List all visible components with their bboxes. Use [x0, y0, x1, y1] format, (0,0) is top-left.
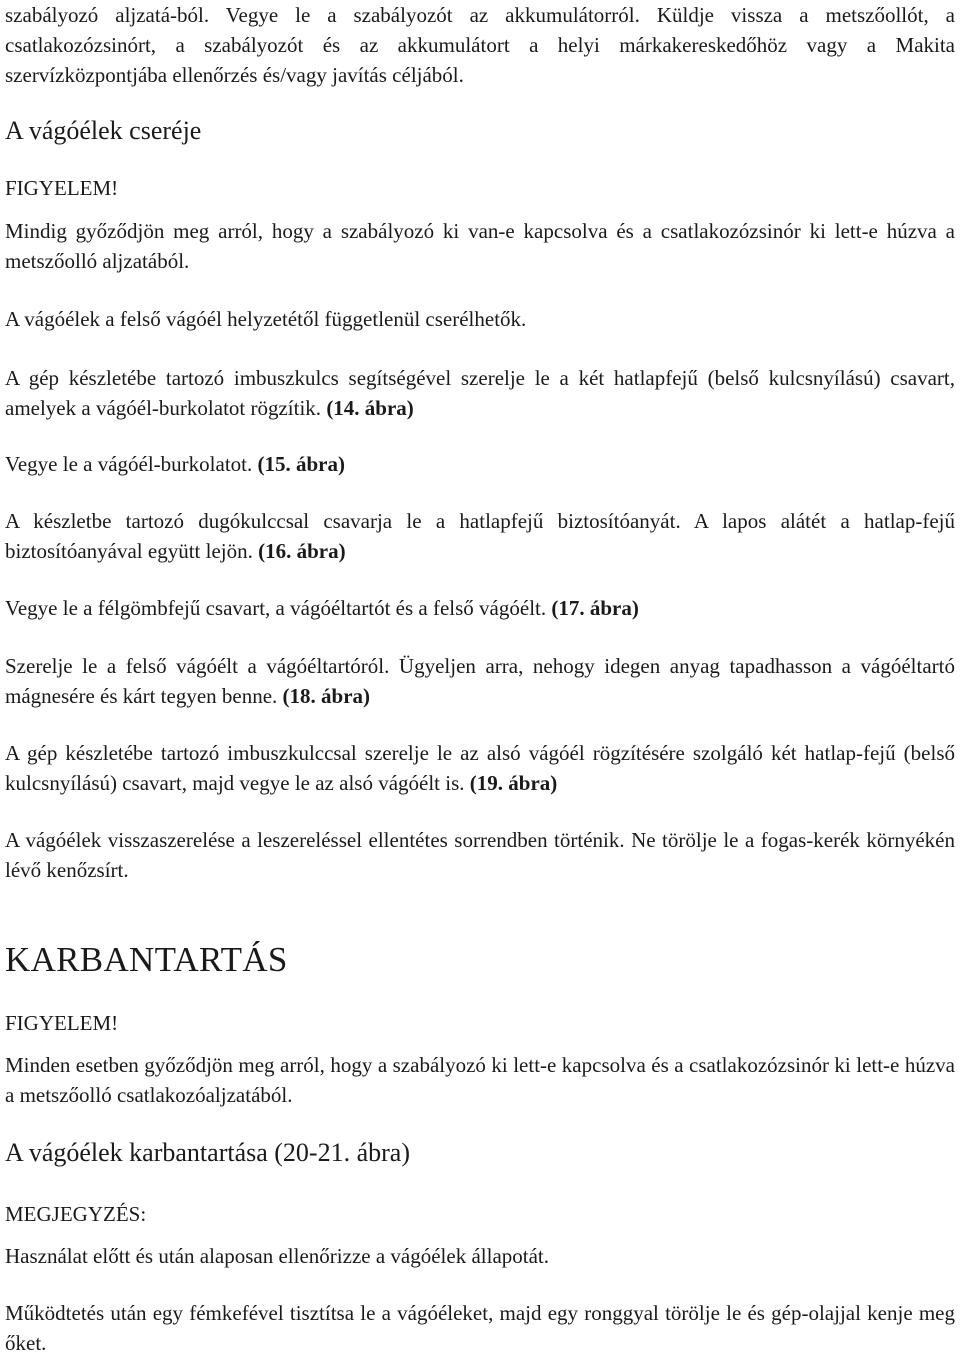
note-paragraph-1: Használat előtt és után alaposan ellenőrizze a vágóélek állapotát. [5, 1244, 550, 1268]
blade-paragraph-6 [5, 651, 955, 711]
section-heading-blade-change: A vágóélek cseréje [5, 116, 202, 145]
paragraph-text: Vegye le a félgömbfejű csavart, a vágóéltartót és a felső vágóélt. [5, 596, 547, 620]
figure-reference: (17. ábra) [551, 596, 639, 620]
warning-text: Mindig győződjön meg arról, hogy a szabályozó ki van-e kapcsolva és a csatlakozózsinór ki lett-e húzva a metszőolló aljzatából. [5, 219, 955, 273]
blade-paragraph-4 [5, 506, 955, 566]
figure-reference: (15. ábra) [257, 452, 345, 476]
sub-heading-blade-maintenance: A vágóélek karbantartása (20-21. ábra) [5, 1138, 410, 1167]
warning-label: FIGYELEM! [5, 176, 119, 200]
section-heading-maintenance: KARBANTARTÁS [5, 940, 288, 979]
paragraph-text: A készletbe tartozó dugókulccsal csavarja le a hatlapfejű biztosítóanyát. A lapos alátét a hatlap-fejű biztosítóanyával együtt lejön. [5, 509, 955, 563]
blade-paragraph-7 [5, 738, 955, 798]
figure-reference: (18. ábra) [282, 684, 371, 708]
paragraph-text: A gép készletébe tartozó imbuszkulccsal szerelje le az alsó vágóél rögzítésére szolgáló két hatlap-fejű (belső kulcsnyílású) csavart, majd vegye le az alsó vágóélt is. [5, 741, 955, 795]
note-label: MEGJEGYZÉS: [5, 1202, 147, 1226]
note-paragraph-2: Működtetés után egy fémkefével tisztítsa le a vágóéleket, majd egy ronggyal törölje le és gép-olajjal kenje meg őket. [5, 1301, 955, 1355]
figure-reference: (14. ábra) [326, 396, 414, 420]
blade-paragraph-8: A vágóélek visszaszerelése a leszereléssel ellentétes sorrendben történik. Ne törölje le a fogas-kerék környékén lévő kenőzsírt. [5, 828, 955, 882]
paragraph-text: Vegye le a vágóél-burkolatot. [5, 452, 253, 476]
maintenance-warning-text: Minden esetben győződjön meg arról, hogy a szabályozó ki lett-e kapcsolva és a csatlakozózsinór ki lett-e húzva a metszőolló csatlakozóaljzatából. [5, 1053, 955, 1107]
blade-paragraph-3 [5, 449, 955, 479]
maintenance-warning-label: FIGYELEM! [5, 1011, 119, 1035]
blade-paragraph-5 [5, 593, 955, 623]
paragraph-text: A gép készletébe tartozó imbuszkulcs segítségével szerelje le a két hatlapfejű (belső kulcsnyílású) csavart, amelyek a vágóél-burkolatot rögzítik. [5, 366, 955, 420]
paragraph-text: Szerelje le a felső vágóélt a vágóéltartóról. Ügyeljen arra, nehogy idegen anyag tapadhasson a vágóéltartó mágnesére és kárt tegyen benne. [5, 654, 955, 708]
blade-paragraph-1: A vágóélek a felső vágóél helyzetétől függetlenül cserélhetők. [5, 307, 527, 331]
intro-paragraph: szabályozó aljzatá-ból. Vegye le a szabályozót az akkumulátorról. Küldje vissza a metszőollót, a csatlakozózsinórt, a szabályozót és az akkumulátort a helyi márkakereskedőhöz vagy a Makita szervízközpontjába ellenőrzés és/vagy javítás céljából. [5, 3, 955, 87]
figure-reference: (19. ábra) [469, 771, 558, 795]
figure-reference: (16. ábra) [258, 539, 346, 563]
blade-paragraph-2 [5, 363, 955, 423]
